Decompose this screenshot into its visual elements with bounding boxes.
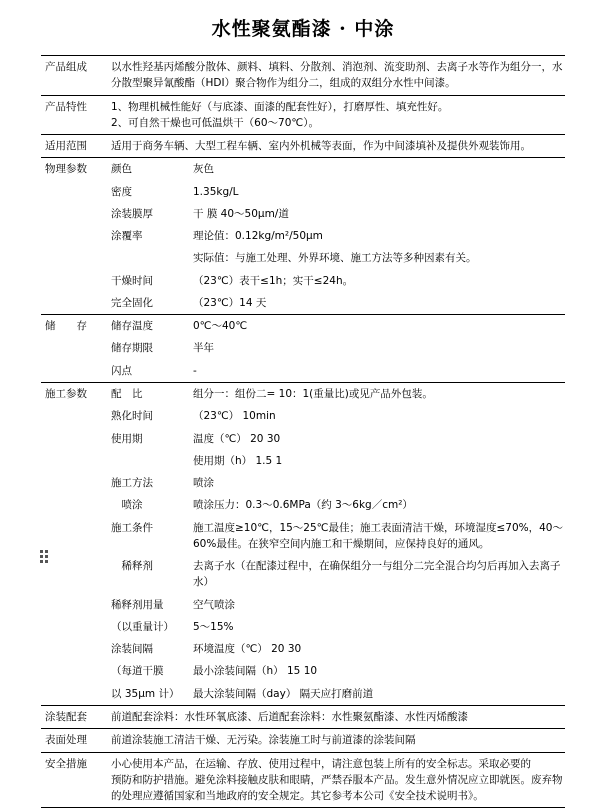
sub-label: 涂装间隔 — [111, 643, 153, 656]
table-row — [41, 705, 565, 728]
sub-label: 稀释剂用量 — [111, 598, 164, 611]
row-label-physical: 物理参数 — [41, 158, 107, 181]
table-row — [41, 270, 565, 292]
safety-line-2: 预防和防护措施。避免涂料接触皮肤和眼睛，严禁吞服本产品。发生意外情况应立即就医。废弃物的处理应遵循国家和当地政府的安全规定。其它参考本公司《安全技术说明书》。 — [111, 773, 563, 803]
sub-value: 5～15% — [193, 620, 234, 633]
row-value-composition: 以水性羟基丙烯酸分散体、颜料、填料、分散剂、消泡剂、流变助剂、去离子水等作为组分一，水分散型聚异氰酸酯（HDI）聚合物作为组分二，组成的双组分水性中间漆。 — [107, 56, 565, 96]
sub-value: 干 膜 40～50μm/道 — [193, 207, 289, 220]
table-row — [41, 56, 565, 96]
sub-label: 干燥时间 — [111, 274, 153, 287]
table-row — [41, 660, 565, 682]
row-value-surface: 前道涂装施工清洁干燥、无污染。涂装施工时与前道漆的涂装间隔 — [107, 729, 565, 752]
sub-value: 使用期（h） 1.5 1 — [193, 454, 283, 467]
row-label-safety: 安全措施 — [41, 752, 107, 808]
sub-label: 涂覆率 — [111, 230, 143, 243]
table-row — [41, 382, 565, 405]
sub-label: 以 35μm 计） — [111, 687, 180, 700]
sub-value: （23℃）表干≤1h；实干≤24h。 — [193, 274, 354, 287]
sub-value: 实际值：与施工处理、外界环境、施工方法等多种因素有关。 — [193, 252, 477, 265]
sub-label: 施工条件 — [111, 521, 153, 534]
table-row — [41, 683, 565, 706]
sub-label: 闪点 — [111, 364, 132, 377]
feature-line-2: 2、可自然干燥也可低温烘干（60～70℃）。 — [111, 116, 319, 129]
sub-value: 喷涂压力：0.3～0.6MPa（约 3～6kg／cm²） — [193, 499, 413, 512]
sub-value: 空气喷涂 — [193, 598, 235, 611]
feature-line-1: 1、物理机械性能好（与底漆、面漆的配套性好），打磨厚性、填充性好。 — [111, 100, 449, 113]
sub-value: 理论值：0.12kg/m²/50μm — [193, 230, 323, 243]
table-row — [41, 158, 565, 181]
sub-value: （23℃）14 天 — [193, 296, 267, 309]
sub-label: （每道干膜 — [111, 665, 164, 678]
sub-label: 使用期 — [111, 432, 143, 445]
sub-label: 喷涂 — [111, 499, 143, 512]
table-row — [41, 428, 565, 450]
table-row — [41, 594, 565, 616]
sub-label — [107, 247, 189, 269]
table-row — [41, 225, 565, 247]
table-row — [41, 95, 565, 135]
table-row — [41, 181, 565, 203]
table-row — [41, 247, 565, 269]
table-row — [41, 292, 565, 315]
table-row — [41, 315, 565, 338]
sub-value: 半年 — [193, 342, 214, 355]
table-row — [41, 517, 565, 556]
document-page — [0, 14, 606, 803]
page-title: 水性聚氨酯漆 · 中涂 — [211, 18, 395, 40]
sub-value: 最大涂装间隔（day） 隔天应打磨前道 — [193, 687, 374, 700]
sub-value: 施工温度≥10℃，15～25℃最佳；施工表面清洁干燥，环境湿度≤70%，40～60%最佳。在狭窄空间内施工和干燥期间，应保持良好的通风。 — [193, 521, 563, 550]
table-row — [41, 494, 565, 516]
table-row — [41, 450, 565, 472]
safety-line-1: 小心使用本产品，在运输、存放、使用过程中，请注意包装上所有的安全标志。采取必要的 — [111, 757, 531, 770]
sub-value: 灰色 — [189, 158, 565, 181]
table-row — [41, 337, 565, 359]
table-row — [41, 405, 565, 427]
sub-value: 0℃～40℃ — [189, 315, 565, 338]
table-row — [41, 360, 565, 383]
sub-value: 环境温度（℃） 20 30 — [193, 643, 302, 656]
sub-label: 储存温度 — [107, 315, 189, 338]
row-label-scope: 适用范围 — [41, 135, 107, 158]
sub-value: 去离子水（在配漆过程中，在确保组分一与组分二完全混合均匀后再加入去离子水） — [193, 560, 561, 589]
sub-value: （23℃） 10min — [193, 410, 276, 423]
sub-label: 稀释剂 — [111, 560, 153, 573]
table-row — [41, 472, 565, 494]
table-row — [41, 135, 565, 158]
sub-value: 组分一：组份二= 10：1(重量比)或见产品外包装。 — [189, 382, 565, 405]
sub-value: 最小涂装间隔（h） 15 10 — [193, 665, 318, 678]
sub-label: 颜色 — [107, 158, 189, 181]
sub-label: 完全固化 — [111, 296, 153, 309]
row-label-matching: 涂装配套 — [41, 705, 107, 728]
sub-label — [107, 450, 189, 472]
sub-label: 储存期限 — [111, 342, 153, 355]
row-value-scope: 适用于商务车辆、大型工程车辆、室内外机械等表面，作为中间漆填补及提供外观装饰用。 — [107, 135, 565, 158]
sub-label: 配 比 — [107, 382, 189, 405]
sub-label: 熟化时间 — [111, 410, 153, 423]
table-row — [41, 638, 565, 660]
table-row — [41, 616, 565, 638]
row-label-surface: 表面处理 — [41, 729, 107, 752]
sub-label: 施工方法 — [111, 477, 153, 490]
spec-table — [41, 55, 565, 808]
sub-value: - — [193, 364, 197, 377]
sub-value: 喷涂 — [193, 477, 214, 490]
sub-label: 涂装膜厚 — [111, 207, 153, 220]
drag-handle-icon[interactable] — [40, 550, 48, 566]
row-label-composition: 产品组成 — [41, 56, 107, 96]
row-label-application: 施工参数 — [41, 382, 107, 405]
sub-label: 密度 — [111, 185, 132, 198]
row-value-matching: 前道配套涂料：水性环氧底漆、后道配套涂料：水性聚氨酯漆、水性丙烯酸漆 — [107, 705, 565, 728]
sub-label: （以重量计） — [111, 620, 174, 633]
row-label-features: 产品特性 — [41, 95, 107, 135]
sub-value: 温度（℃） 20 30 — [193, 432, 281, 445]
table-row — [41, 752, 565, 808]
table-row — [41, 555, 565, 594]
row-label-storage: 储 存 — [41, 315, 107, 338]
sub-value: 1.35kg/L — [193, 185, 239, 198]
table-row — [41, 729, 565, 752]
table-row — [41, 203, 565, 225]
